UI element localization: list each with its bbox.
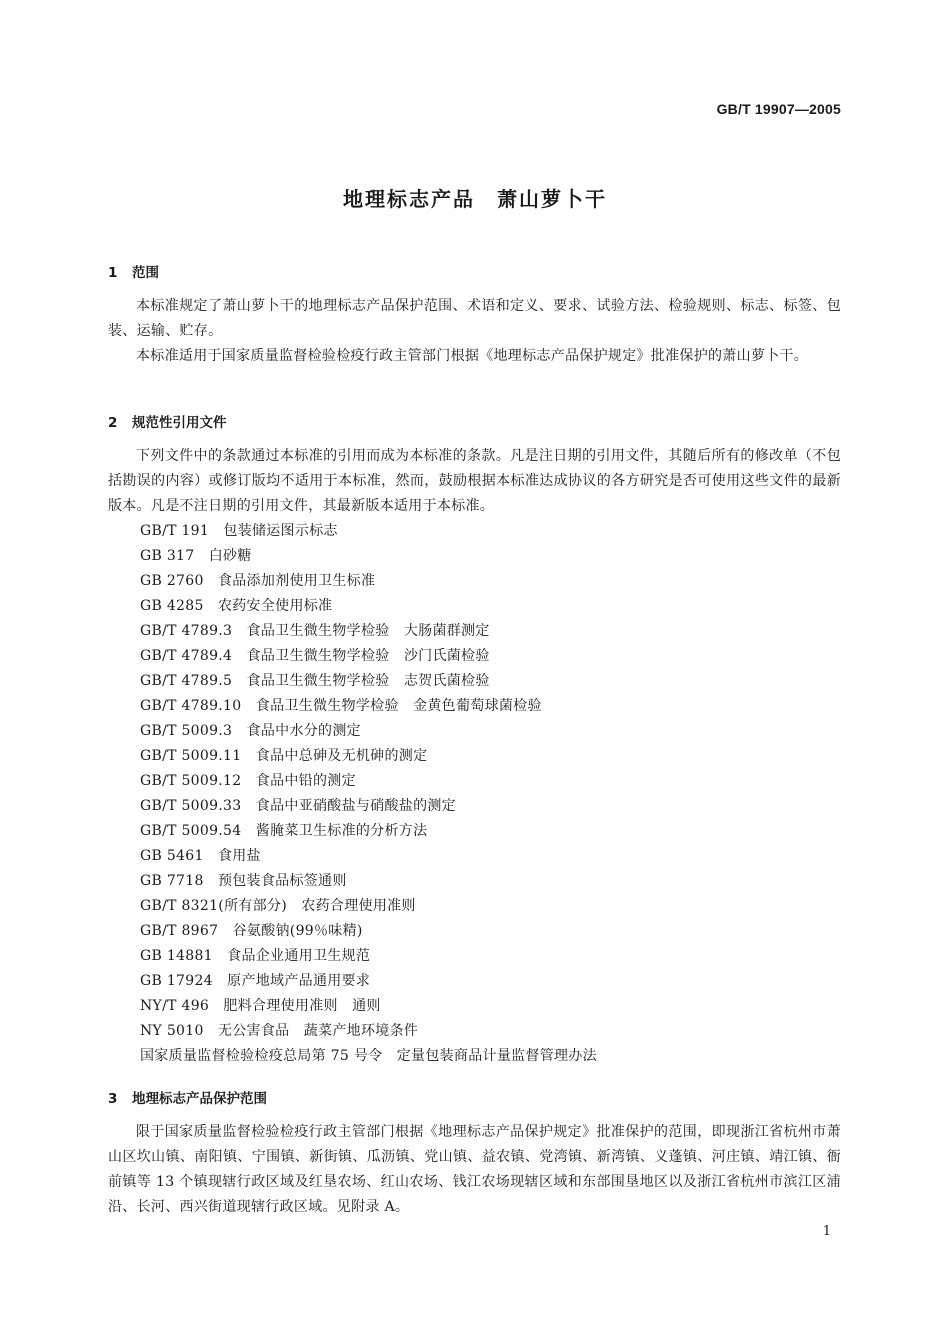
section-number: 1	[108, 265, 118, 281]
reference-item: GB/T 8967 谷氨酸钠(99％味精)	[140, 923, 363, 939]
section-title: 范围	[132, 265, 159, 281]
reference-item: GB/T 191 包装储运图示标志	[140, 523, 338, 539]
section-number: 3	[108, 1091, 118, 1107]
reference-item: GB/T 4789.10 食品卫生微生物学检验 金黄色葡萄球菌检验	[140, 698, 542, 714]
reference-item: GB 317 白砂糖	[140, 548, 252, 564]
reference-item: GB 5461 食用盐	[140, 848, 261, 864]
standard-code: GB/T 19907—2005	[716, 101, 841, 117]
reference-item: GB/T 4789.4 食品卫生微生物学检验 沙门氏菌检验	[140, 648, 490, 664]
reference-item: GB/T 5009.12 食品中铅的测定	[140, 773, 356, 789]
section-1-paragraph: 本标准规定了萧山萝卜干的地理标志产品保护范围、术语和定义、要求、试验方法、检验规则、标志、标签、包装、运输、贮存。	[108, 298, 841, 339]
reference-item: GB/T 4789.5 食品卫生微生物学检验 志贺氏菌检验	[140, 673, 490, 689]
section-3-heading	[108, 1087, 267, 1107]
reference-item: GB 4285 农药安全使用标准	[140, 598, 333, 614]
section-1-paragraph: 本标准适用于国家质量监督检验检疫行政主管部门根据《地理标志产品保护规定》批准保护的萧山萝卜干。	[136, 348, 809, 364]
document-title: 地理标志产品 萧山萝卜干	[343, 187, 607, 211]
section-title: 地理标志产品保护范围	[132, 1091, 267, 1107]
reference-item: NY 5010 无公害食品 蔬菜产地环境条件	[140, 1023, 419, 1039]
reference-item: GB 17924 原产地域产品通用要求	[140, 973, 371, 989]
section-1-heading	[108, 261, 159, 281]
reference-item: GB/T 4789.3 食品卫生微生物学检验 大肠菌群测定	[140, 623, 490, 639]
section-3-paragraph: 限于国家质量监督检验检疫行政主管部门根据《地理标志产品保护规定》批准保护的范围，即现浙江省杭州市萧山区坎山镇、南阳镇、宁围镇、新街镇、瓜沥镇、党山镇、益农镇、党湾镇、新湾镇、义蓬镇、河庄镇、靖江镇、衙前镇等 13 个镇现辖行政区域及红垦农场、红山农场、钱江农场现辖区域和东部围垦地区以及浙江省杭州市滨江区浦沿、长河、西兴街道现辖行政区域。见附录 A。	[108, 1124, 841, 1215]
reference-item: GB/T 5009.33 食品中亚硝酸盐与硝酸盐的测定	[140, 798, 456, 814]
reference-item: GB/T 5009.11 食品中总砷及无机砷的测定	[140, 748, 428, 764]
reference-item: GB/T 8321(所有部分) 农药合理使用准则	[140, 898, 416, 914]
reference-item: GB 14881 食品企业通用卫生规范	[140, 948, 371, 964]
reference-item: NY/T 496 肥料合理使用准则 通则	[140, 998, 381, 1014]
reference-item: GB 7718 预包装食品标签通则	[140, 873, 347, 889]
reference-item: GB/T 5009.3 食品中水分的测定	[140, 723, 361, 739]
reference-item: GB 2760 食品添加剂使用卫生标准	[140, 573, 376, 589]
section-title: 规范性引用文件	[132, 415, 227, 431]
section-2-paragraph: 下列文件中的条款通过本标准的引用而成为本标准的条款。凡是注日期的引用文件，其随后所有的修改单（不包括勘误的内容）或修订版均不适用于本标准，然而，鼓励根据本标准达成协议的各方研究是否可使用这些文件的最新版本。凡是不注日期的引用文件，其最新版本适用于本标准。	[108, 448, 841, 514]
page-number: 1	[822, 1224, 831, 1239]
reference-item: 国家质量监督检验检疫总局第 75 号令 定量包装商品计量监督管理办法	[140, 1048, 597, 1064]
normative-references-list	[140, 519, 597, 1069]
section-2-heading	[108, 411, 227, 431]
section-number: 2	[108, 415, 118, 431]
reference-item: GB/T 5009.54 酱腌菜卫生标准的分析方法	[140, 823, 428, 839]
